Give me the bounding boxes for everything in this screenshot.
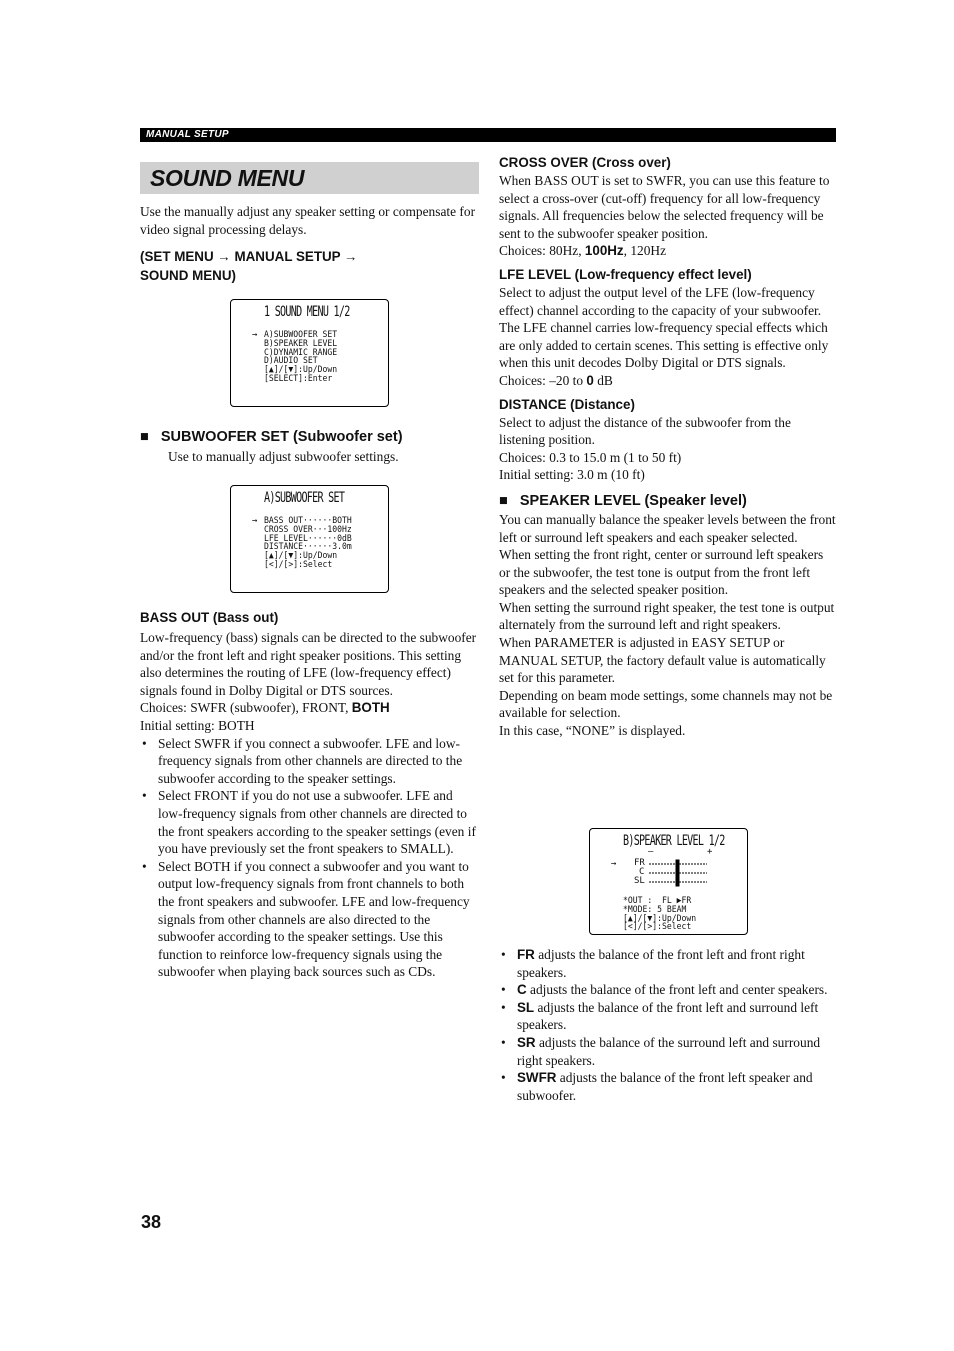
channel-desc: adjusts the balance of the front left speaker and subwoofer. [517, 1070, 813, 1103]
osd-subwoofer-set [230, 485, 389, 593]
channel-desc: adjusts the balance of the front left and front right speakers. [517, 947, 805, 980]
header-bar [140, 128, 836, 142]
speaker-level-heading-text: SPEAKER LEVEL (Speaker level) [519, 492, 747, 509]
channel-key: SL [517, 999, 535, 1015]
bullet-icon: • [501, 982, 506, 998]
subwoofer-heading-text: SUBWOOFER SET (Subwoofer set) [160, 429, 403, 445]
distance-body: Select to adjust the distance of the subwoofer from the listening position. [499, 414, 791, 448]
distance-heading: DISTANCE (Distance) [499, 396, 635, 412]
bullet-icon: • [142, 788, 147, 804]
channel-desc: adjusts the balance of the surround left and surround right speakers. [517, 1034, 821, 1068]
channel-fr-label: FR [634, 858, 645, 868]
channel-key: C [517, 982, 527, 998]
osd-lines: A)SUBWOOFER SET B)SPEAKER LEVEL C)DYNAMIC RANGE D)AUDIO SET [▲]/[▼]:Up/Down [SELECT]:Enter [264, 330, 338, 384]
choices-suffix: dB [593, 372, 613, 388]
choices-text: Choices: SWFR (subwoofer), FRONT, [140, 700, 352, 716]
osd-arrow-icon: → [252, 330, 258, 340]
osd-title: 1 SOUND MENU 1/2 [264, 304, 350, 320]
bullet-icon: • [142, 735, 147, 751]
osd-sound-menu [230, 299, 389, 407]
osd-title: A)SUBWOOFER SET [264, 490, 345, 506]
list-item [499, 946, 837, 981]
cross-over-heading: CROSS OVER (Cross over) [499, 155, 671, 170]
choices-default: 100Hz [584, 243, 624, 259]
speaker-level-p3: When setting the surround right speaker, the test tone is output alternately from the surround left and right speakers. [499, 599, 835, 633]
channel-bullets [499, 946, 837, 1104]
bullet-icon: • [501, 1034, 506, 1050]
list-item [140, 735, 480, 788]
bass-out-body: Low-frequency (bass) signals can be directed to the subwoofer and/or the front left and right speaker positions. This setting also determines the routing of LFE (low-frequency effect) signals found in Dolby Digital or DTS sources. [140, 630, 477, 698]
channel-key: SWFR [517, 1070, 557, 1086]
list-item [499, 1069, 837, 1104]
list-item-text: Select SWFR if you connect a subwoofer. LFE and low-frequency signals from other channels are directed to the subwoofer according to the speaker settings. [158, 735, 463, 786]
choices-text: Choices: –20 to [499, 372, 587, 388]
choices-suffix: , 120Hz [623, 243, 667, 259]
osd-lines: BASS OUT······BOTH CROSS OVER···100Hz LFE LEVEL······0dB DISTANCE······3.0m [▲]/[▼]:Up/Down [<]/[>]:Select [264, 516, 352, 570]
choices-default: BOTH [351, 700, 390, 716]
list-item [499, 981, 837, 999]
subwoofer-heading [140, 427, 480, 447]
channel-c-label: C [639, 867, 645, 877]
menu-path-line2: SOUND MENU) [140, 268, 236, 284]
page-title: SOUND MENU [150, 165, 305, 191]
osd-title: B)SPEAKER LEVEL 1/2 [623, 833, 725, 849]
list-item-text: Select FRONT if you do not use a subwoofer. LFE and low-frequency signals from other channels are directed to the front speakers according to the speaker settings (even if you have previously set the front speakers to SMALL). [158, 788, 476, 857]
bass-out-bullets [140, 735, 480, 981]
list-item [140, 787, 480, 857]
page-number: 38 [141, 1212, 162, 1232]
choices-text: Choices: 80Hz, [499, 243, 585, 259]
bass-out-section [140, 609, 480, 981]
bullet-icon: • [501, 999, 506, 1015]
subwoofer-section [140, 427, 480, 466]
plus-label: + [707, 847, 713, 857]
level-bars [648, 859, 710, 887]
speaker-level-p4: When PARAMETER is adjusted in EASY SETUP or MANUAL SETUP, the factory default value is automatically set for this parameter. [499, 635, 826, 686]
menu-path-line1: (SET MENU → MANUAL SETUP → [140, 249, 358, 265]
bass-out-choices [140, 699, 480, 717]
speaker-level-p1: You can manually balance the speaker levels between the front left or surround left speakers and each speaker selected. [499, 511, 836, 545]
channel-sl-label: SL [634, 876, 645, 886]
bullet-icon: • [142, 858, 147, 874]
intro-text: Use the manually adjust any speaker setting or compensate for video signal processing delays. [140, 204, 476, 237]
bass-out-initial: Initial setting: BOTH [140, 717, 255, 733]
speaker-level-p6: In this case, “NONE” is displayed. [499, 723, 686, 739]
distance-choices: Choices: 0.3 to 15.0 m (1 to 50 ft) [499, 449, 682, 465]
bullet-icon: • [501, 947, 506, 962]
minus-label: – [648, 847, 654, 857]
bullet-icon: • [501, 1070, 506, 1086]
osd-arrow-icon: → [252, 516, 258, 526]
channel-desc: adjusts the balance of the front left and center speakers. [526, 982, 828, 998]
list-item [499, 1034, 837, 1069]
lfe-level-choices [499, 372, 837, 390]
title-band [140, 162, 479, 194]
choices-default: 0 [586, 372, 594, 388]
section-label: MANUAL SETUP [146, 129, 229, 140]
bass-out-heading: BASS OUT (Bass out) [140, 610, 279, 625]
square-marker-icon: ■ [499, 492, 508, 509]
subwoofer-desc: Use to manually adjust subwoofer settings. [168, 449, 399, 464]
speaker-level-p2: When setting the front right, center or surround left speakers or the subwoofer, the test tone is output from the front left speakers and the selected speaker position. [499, 547, 824, 598]
channel-desc: adjusts the balance of the front left and surround left speakers. [517, 999, 819, 1033]
cross-over-choices [499, 242, 837, 260]
distance-initial: Initial setting: 3.0 m (10 ft) [499, 467, 645, 483]
osd-lines: *OUT : FL ▶FR *MODE: 5 BEAM [▲]/[▼]:Up/Down [<]/[>]:Select [623, 896, 697, 933]
speaker-level-p5: Depending on beam mode settings, some channels may not be available for selection. [499, 687, 833, 721]
list-item-text: Select BOTH if you connect a subwoofer and you want to output low-frequency signals from front channels to both the front speakers and subwoofer. LFE and low-frequency signals from other channels are also directed to the subwoofer according to the speaker settings. Use this function to reinforce low-frequency signals using the subwoofer when playing back sources such as CDs. [158, 858, 470, 980]
channel-key: SR [517, 1034, 536, 1050]
channel-key: FR [517, 947, 535, 962]
list-item [499, 999, 837, 1034]
square-marker-icon: ■ [140, 429, 149, 445]
left-column [140, 203, 480, 285]
lfe-level-heading: LFE LEVEL (Low-frequency effect level) [499, 266, 752, 282]
list-item [140, 858, 480, 981]
osd-speaker-level [589, 828, 748, 935]
osd-arrow-icon: → [611, 859, 617, 869]
right-column [499, 154, 837, 740]
speaker-level-heading [499, 491, 837, 511]
lfe-level-body: Select to adjust the output level of the LFE (low-frequency effect) channel according to the capacity of your subwoofer. The LFE channel carries low-frequency special effects which are only added to certain scenes. This setting is effective only when this unit decodes Dolby Digital or DTS signals. [499, 284, 829, 371]
cross-over-body: When BASS OUT is set to SWFR, you can use this feature to select a cross-over (cut-off) frequency for all low-frequency signals. All frequencies below the selected frequency will be sent to the subwoofer speaker position. [499, 173, 830, 241]
